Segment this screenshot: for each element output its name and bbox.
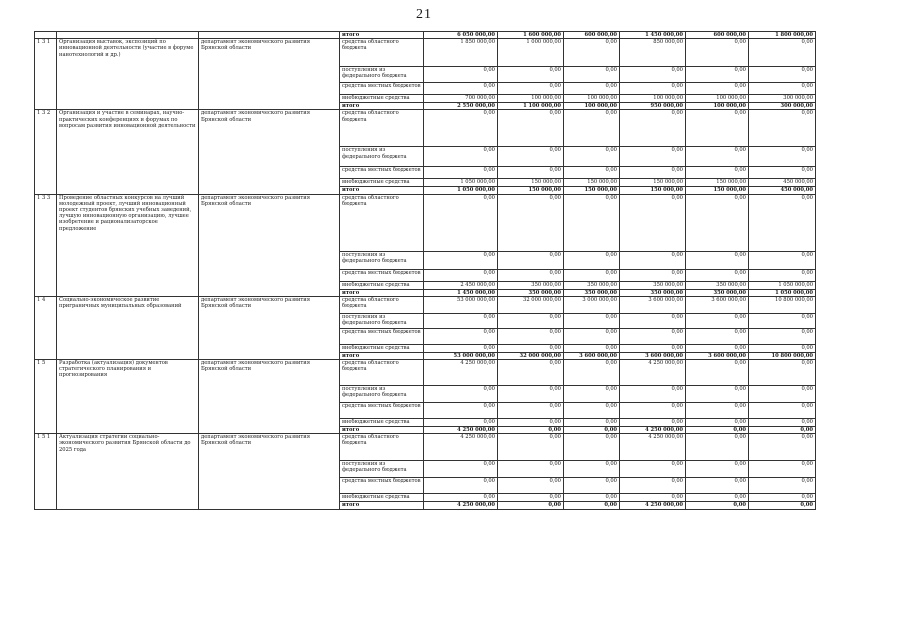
amount-cell: 0,00 — [749, 427, 816, 434]
funding-source-cell: средства областного бюджета — [340, 110, 424, 147]
amount-cell: 0,00 — [620, 313, 686, 328]
item-executor: департамент экономического развития Брянской области — [199, 296, 340, 359]
amount-cell: 32 000 000,00 — [498, 296, 564, 313]
amount-cell: 4 250 000,00 — [620, 502, 686, 510]
funding-source-cell: средства местных бюджетов — [340, 403, 424, 419]
amount-cell: 600 000,00 — [564, 32, 620, 39]
amount-cell: 1 100 000,00 — [498, 103, 564, 110]
carried-total-row — [35, 32, 816, 39]
amount-cell: 0,00 — [424, 328, 498, 344]
amount-cell: 0,00 — [686, 478, 749, 494]
table-row — [35, 194, 816, 251]
funding-source-cell: итого — [340, 187, 424, 194]
amount-cell: 0,00 — [564, 360, 620, 386]
amount-cell: 0,00 — [620, 328, 686, 344]
item-code: 1 3 1 — [35, 39, 57, 110]
amount-cell: 0,00 — [749, 419, 816, 427]
amount-cell: 4 250 000,00 — [620, 434, 686, 461]
amount-cell: 0,00 — [564, 478, 620, 494]
amount-cell: 0,00 — [749, 461, 816, 478]
item-executor: департамент экономического развития Брянской области — [199, 194, 340, 296]
amount-cell: 0,00 — [749, 110, 816, 147]
amount-cell: 1 050 000,00 — [424, 179, 498, 187]
amount-cell: 0,00 — [749, 167, 816, 179]
amount-cell: 0,00 — [564, 419, 620, 427]
funding-source-cell: средства местных бюджетов — [340, 328, 424, 344]
amount-cell: 0,00 — [686, 434, 749, 461]
funding-source-cell: средства областного бюджета — [340, 434, 424, 461]
amount-cell: 150 000,00 — [620, 187, 686, 194]
amount-cell: 0,00 — [620, 110, 686, 147]
amount-cell: 0,00 — [749, 147, 816, 167]
amount-cell: 0,00 — [498, 434, 564, 461]
amount-cell: 0,00 — [424, 313, 498, 328]
funding-source-cell: средства областного бюджета — [340, 39, 424, 67]
amount-cell: 1 050 000,00 — [749, 281, 816, 289]
amount-cell: 6 050 000,00 — [424, 32, 498, 39]
amount-cell: 4 250 000,00 — [424, 502, 498, 510]
amount-cell: 0,00 — [749, 386, 816, 403]
amount-cell: 950 000,00 — [620, 103, 686, 110]
item-title: Проведение областных конкурсов на лучший молодежный проект, лучший инновационный проект студентов брянских учебных заведений, лучшую инновационную организацию, лучшее изобретение и рационализаторское предложение — [57, 194, 199, 296]
amount-cell: 0,00 — [686, 427, 749, 434]
amount-cell: 0,00 — [686, 313, 749, 328]
funding-source-cell: итого — [340, 103, 424, 110]
amount-cell: 0,00 — [564, 328, 620, 344]
amount-cell: 0,00 — [498, 83, 564, 95]
amount-cell: 0,00 — [564, 502, 620, 510]
amount-cell: 0,00 — [620, 83, 686, 95]
amount-cell: 1 050 000,00 — [424, 187, 498, 194]
table-row — [35, 296, 816, 313]
amount-cell: 100 000,00 — [686, 95, 749, 103]
amount-cell: 0,00 — [749, 67, 816, 83]
funding-source-cell: поступления из федерального бюджета — [340, 67, 424, 83]
amount-cell: 150 000,00 — [686, 187, 749, 194]
amount-cell: 0,00 — [686, 419, 749, 427]
amount-cell: 0,00 — [498, 494, 564, 502]
amount-cell: 2 450 000,00 — [424, 281, 498, 289]
amount-cell: 0,00 — [564, 167, 620, 179]
amount-cell: 0,00 — [564, 427, 620, 434]
funding-source-cell: внебюджетные средства — [340, 179, 424, 187]
amount-cell: 0,00 — [564, 110, 620, 147]
amount-cell: 0,00 — [424, 344, 498, 352]
amount-cell: 300 000,00 — [749, 95, 816, 103]
empty-cell — [57, 32, 199, 39]
amount-cell: 0,00 — [620, 194, 686, 251]
funding-source-cell: внебюджетные средства — [340, 344, 424, 352]
amount-cell: 0,00 — [686, 360, 749, 386]
amount-cell: 32 000 000,00 — [498, 352, 564, 359]
amount-cell: 53 000 000,00 — [424, 296, 498, 313]
amount-cell: 0,00 — [498, 328, 564, 344]
empty-cell — [199, 32, 340, 39]
amount-cell: 0,00 — [424, 403, 498, 419]
amount-cell: 450 000,00 — [749, 179, 816, 187]
amount-cell: 0,00 — [424, 269, 498, 281]
amount-cell: 0,00 — [620, 494, 686, 502]
amount-cell: 3 000 000,00 — [564, 296, 620, 313]
budget-table — [34, 31, 816, 510]
amount-cell: 0,00 — [749, 360, 816, 386]
amount-cell: 0,00 — [564, 39, 620, 67]
item-title: Социально-экономическое развитие приграничных муниципальных образований — [57, 296, 199, 359]
amount-cell: 350 000,00 — [564, 281, 620, 289]
amount-cell: 0,00 — [424, 67, 498, 83]
amount-cell: 150 000,00 — [620, 179, 686, 187]
amount-cell: 0,00 — [424, 147, 498, 167]
amount-cell: 3 600 000,00 — [620, 296, 686, 313]
amount-cell: 350 000,00 — [620, 289, 686, 296]
amount-cell: 350 000,00 — [498, 281, 564, 289]
amount-cell: 0,00 — [564, 461, 620, 478]
amount-cell: 150 000,00 — [498, 187, 564, 194]
funding-source-cell: внебюджетные средства — [340, 95, 424, 103]
table-row — [35, 434, 816, 461]
table-row — [35, 110, 816, 147]
funding-source-cell: средства областного бюджета — [340, 360, 424, 386]
amount-cell: 0,00 — [564, 403, 620, 419]
amount-cell: 0,00 — [564, 434, 620, 461]
item-title: Организация выставок, экспозиций по инновационной деятельности (участие в форуме нанотехнологий и др.) — [57, 39, 199, 110]
amount-cell: 0,00 — [498, 502, 564, 510]
amount-cell: 1 050 000,00 — [749, 289, 816, 296]
amount-cell: 350 000,00 — [498, 289, 564, 296]
amount-cell: 0,00 — [424, 386, 498, 403]
amount-cell: 0,00 — [686, 328, 749, 344]
amount-cell: 10 800 000,00 — [749, 352, 816, 359]
item-executor: департамент экономического развития Брянской области — [199, 434, 340, 510]
amount-cell: 0,00 — [686, 67, 749, 83]
amount-cell: 0,00 — [620, 167, 686, 179]
amount-cell: 0,00 — [498, 147, 564, 167]
item-title: Организация и участие в семинарах, научно-практических конференциях и форумах по вопросам развития инновационной деятельности — [57, 110, 199, 194]
amount-cell: 0,00 — [498, 269, 564, 281]
amount-cell: 0,00 — [498, 194, 564, 251]
amount-cell: 0,00 — [749, 403, 816, 419]
amount-cell: 0,00 — [564, 147, 620, 167]
amount-cell: 0,00 — [749, 269, 816, 281]
amount-cell: 0,00 — [686, 110, 749, 147]
amount-cell: 3 600 000,00 — [686, 296, 749, 313]
amount-cell: 0,00 — [686, 386, 749, 403]
amount-cell: 0,00 — [498, 360, 564, 386]
amount-cell: 0,00 — [498, 427, 564, 434]
amount-cell: 150 000,00 — [564, 179, 620, 187]
funding-source-cell: средства областного бюджета — [340, 194, 424, 251]
amount-cell: 0,00 — [749, 328, 816, 344]
amount-cell: 600 000,00 — [686, 32, 749, 39]
amount-cell: 4 250 000,00 — [424, 427, 498, 434]
amount-cell: 0,00 — [424, 194, 498, 251]
amount-cell: 0,00 — [620, 403, 686, 419]
amount-cell: 0,00 — [498, 344, 564, 352]
amount-cell: 0,00 — [498, 313, 564, 328]
funding-source-cell: итого — [340, 32, 424, 39]
funding-source-cell: итого — [340, 352, 424, 359]
amount-cell: 0,00 — [749, 344, 816, 352]
amount-cell: 0,00 — [564, 344, 620, 352]
amount-cell: 0,00 — [424, 83, 498, 95]
amount-cell: 0,00 — [424, 494, 498, 502]
amount-cell: 0,00 — [686, 403, 749, 419]
funding-source-cell: средства местных бюджетов — [340, 478, 424, 494]
funding-source-cell: поступления из федерального бюджета — [340, 251, 424, 269]
amount-cell: 350 000,00 — [686, 289, 749, 296]
table-row — [35, 360, 816, 386]
amount-cell: 0,00 — [620, 147, 686, 167]
amount-cell: 0,00 — [564, 83, 620, 95]
amount-cell: 0,00 — [749, 83, 816, 95]
amount-cell: 0,00 — [620, 461, 686, 478]
amount-cell: 0,00 — [686, 344, 749, 352]
amount-cell: 100 000,00 — [620, 95, 686, 103]
amount-cell: 700 000,00 — [424, 95, 498, 103]
amount-cell: 3 600 000,00 — [686, 352, 749, 359]
funding-source-cell: поступления из федерального бюджета — [340, 313, 424, 328]
amount-cell: 0,00 — [424, 251, 498, 269]
funding-source-cell: внебюджетные средства — [340, 494, 424, 502]
amount-cell: 350 000,00 — [564, 289, 620, 296]
funding-source-cell: внебюджетные средства — [340, 419, 424, 427]
amount-cell: 0,00 — [498, 478, 564, 494]
amount-cell: 0,00 — [749, 194, 816, 251]
amount-cell: 150 000,00 — [498, 179, 564, 187]
amount-cell: 3 600 000,00 — [620, 352, 686, 359]
amount-cell: 0,00 — [749, 494, 816, 502]
amount-cell: 4 250 000,00 — [620, 427, 686, 434]
amount-cell: 0,00 — [620, 251, 686, 269]
amount-cell: 350 000,00 — [686, 281, 749, 289]
amount-cell: 150 000,00 — [686, 179, 749, 187]
amount-cell: 0,00 — [498, 419, 564, 427]
amount-cell: 0,00 — [564, 494, 620, 502]
amount-cell: 0,00 — [686, 194, 749, 251]
amount-cell: 0,00 — [686, 147, 749, 167]
amount-cell: 0,00 — [498, 403, 564, 419]
amount-cell: 1 450 000,00 — [620, 32, 686, 39]
amount-cell: 100 000,00 — [686, 103, 749, 110]
amount-cell: 0,00 — [498, 110, 564, 147]
amount-cell: 0,00 — [424, 478, 498, 494]
amount-cell: 0,00 — [424, 419, 498, 427]
amount-cell: 0,00 — [424, 110, 498, 147]
amount-cell: 0,00 — [620, 269, 686, 281]
item-code: 1 4 — [35, 296, 57, 359]
amount-cell: 450 000,00 — [749, 187, 816, 194]
item-code: 1 3 3 — [35, 194, 57, 296]
amount-cell: 0,00 — [620, 419, 686, 427]
amount-cell: 53 000 000,00 — [424, 352, 498, 359]
amount-cell: 0,00 — [620, 478, 686, 494]
amount-cell: 4 250 000,00 — [424, 434, 498, 461]
amount-cell: 150 000,00 — [564, 187, 620, 194]
amount-cell: 850 000,00 — [620, 39, 686, 67]
funding-source-cell: средства местных бюджетов — [340, 269, 424, 281]
amount-cell: 0,00 — [686, 167, 749, 179]
funding-source-cell: итого — [340, 502, 424, 510]
amount-cell: 0,00 — [564, 269, 620, 281]
amount-cell: 4 250 000,00 — [620, 360, 686, 386]
amount-cell: 0,00 — [498, 251, 564, 269]
budget-table-body — [35, 32, 816, 510]
amount-cell: 0,00 — [424, 167, 498, 179]
amount-cell: 4 250 000,00 — [424, 360, 498, 386]
item-executor: департамент экономического развития Брянской области — [199, 39, 340, 110]
item-executor: департамент экономического развития Брянской области — [199, 360, 340, 434]
funding-source-cell: поступления из федерального бюджета — [340, 386, 424, 403]
amount-cell: 3 600 000,00 — [564, 352, 620, 359]
funding-source-cell: итого — [340, 427, 424, 434]
item-code: 1 3 2 — [35, 110, 57, 194]
funding-source-cell: поступления из федерального бюджета — [340, 461, 424, 478]
amount-cell: 0,00 — [564, 386, 620, 403]
amount-cell: 0,00 — [564, 194, 620, 251]
amount-cell: 1 600 000,00 — [498, 32, 564, 39]
table-row — [35, 39, 816, 67]
amount-cell: 100 000,00 — [564, 95, 620, 103]
amount-cell: 0,00 — [686, 83, 749, 95]
empty-cell — [35, 32, 57, 39]
amount-cell: 0,00 — [498, 386, 564, 403]
amount-cell: 0,00 — [686, 39, 749, 67]
amount-cell: 0,00 — [620, 67, 686, 83]
amount-cell: 1 450 000,00 — [424, 289, 498, 296]
amount-cell: 1 000 000,00 — [498, 39, 564, 67]
funding-source-cell: средства местных бюджетов — [340, 167, 424, 179]
amount-cell: 350 000,00 — [620, 281, 686, 289]
funding-source-cell: итого — [340, 289, 424, 296]
amount-cell: 0,00 — [498, 67, 564, 83]
item-title: Разработка (актуализация) документов стратегического планирования и прогнозирования — [57, 360, 199, 434]
amount-cell: 0,00 — [498, 461, 564, 478]
amount-cell: 0,00 — [564, 251, 620, 269]
amount-cell: 100 000,00 — [564, 103, 620, 110]
amount-cell: 2 550 000,00 — [424, 103, 498, 110]
amount-cell: 10 800 000,00 — [749, 296, 816, 313]
item-code: 1 5 — [35, 360, 57, 434]
amount-cell: 0,00 — [749, 434, 816, 461]
amount-cell: 0,00 — [686, 269, 749, 281]
amount-cell: 0,00 — [686, 461, 749, 478]
amount-cell: 100 000,00 — [498, 95, 564, 103]
item-code: 1 5 1 — [35, 434, 57, 510]
amount-cell: 0,00 — [749, 478, 816, 494]
amount-cell: 0,00 — [749, 251, 816, 269]
amount-cell: 0,00 — [620, 386, 686, 403]
amount-cell: 0,00 — [498, 167, 564, 179]
amount-cell: 1 800 000,00 — [749, 32, 816, 39]
funding-source-cell: средства местных бюджетов — [340, 83, 424, 95]
amount-cell: 1 850 000,00 — [424, 39, 498, 67]
amount-cell: 0,00 — [564, 67, 620, 83]
amount-cell: 0,00 — [686, 502, 749, 510]
funding-source-cell: внебюджетные средства — [340, 281, 424, 289]
amount-cell: 0,00 — [749, 313, 816, 328]
amount-cell: 0,00 — [424, 461, 498, 478]
amount-cell: 0,00 — [564, 313, 620, 328]
page-number: 21 — [416, 7, 432, 22]
amount-cell: 0,00 — [620, 344, 686, 352]
amount-cell: 0,00 — [686, 251, 749, 269]
funding-source-cell: средства областного бюджета — [340, 296, 424, 313]
funding-source-cell: поступления из федерального бюджета — [340, 147, 424, 167]
amount-cell: 0,00 — [749, 502, 816, 510]
item-executor: департамент экономического развития Брянской области — [199, 110, 340, 194]
amount-cell: 0,00 — [686, 494, 749, 502]
item-title: Актуализация стратегии социально-экономического развития Брянской области до 2025 года — [57, 434, 199, 510]
amount-cell: 300 000,00 — [749, 103, 816, 110]
amount-cell: 0,00 — [749, 39, 816, 67]
